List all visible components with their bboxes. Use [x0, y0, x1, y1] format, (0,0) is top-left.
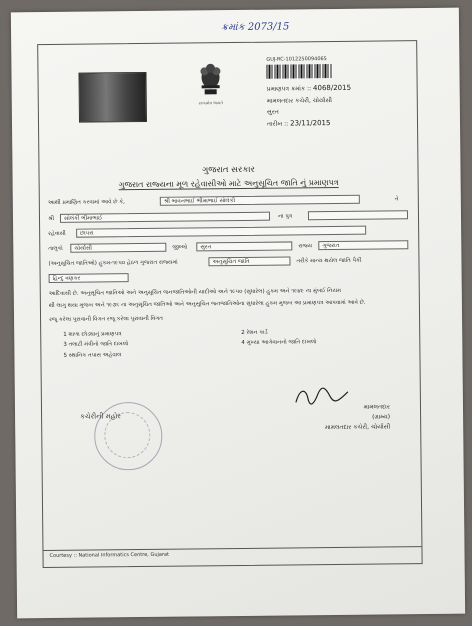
document-item: 4 મુખ્યા આગેવાનનો જાતિ દાખલો: [241, 339, 317, 346]
document-item: 2 રેશન કાર્ડ: [241, 329, 268, 336]
relation: ના પુત્ર: [277, 213, 293, 220]
caste-prefix: (અનુસૂચિત જાતિઓ) હુકમ-૧૯૫૦ હેઠળ ગુજરાત રાજ્યમાં: [48, 259, 178, 267]
office-line: મામલતદાર કચેરી, ચોર્યાસી: [266, 97, 333, 105]
father-name: સોલંકી ભીમાભાઈ: [60, 212, 270, 223]
officer-sub: (ગ્રામ્ય): [372, 413, 391, 421]
emblem-caption: સત્યમેવ જયતે: [198, 100, 224, 106]
document-item: 3 તલાટી મંત્રીનો જાતિ દાખલો: [63, 341, 129, 348]
relation-extra-field: [308, 210, 408, 220]
applicant-name: શ્રી ભાવનભાઈ ભીમાભાઈ સોલંકી: [160, 195, 360, 206]
village-label: રહેવાસી: [48, 230, 66, 237]
officer-title: મામલતદાર: [363, 403, 391, 411]
line1-suffix: તે: [394, 196, 399, 203]
state: ગુજરાત: [318, 240, 408, 250]
header-district: સુરત: [266, 108, 279, 116]
certificate-subtitle: ગુજરાત રાજ્યના મૂળ રહેવાસીઓ માટે અનુસૂચિત જાતિ નું પ્રમાણપત્ર: [118, 177, 339, 190]
footer-divider: [43, 546, 421, 551]
village: છાપરા: [76, 226, 366, 238]
cert-number-label: પ્રમાણપત્ર ક્રમાંક ::: [266, 85, 312, 93]
barcode-number: GUJ-RC-1012250094065: [266, 56, 327, 63]
date-label: તારીખ ::: [266, 120, 289, 128]
cert-number: 4068/2015: [312, 83, 352, 93]
handwritten-note: ક્રમાંક 2073/15: [220, 21, 290, 34]
para-1: આદિવાસી છે. અનુસૂચિત જાતિઓ અને અનુસૂચિત જનજાતિઓની યાદીઓ અને ૧૯૫૦ (સુધારેલ) હુકમ અને ૧૯૪૯ ના મુંબઈ નિયમ: [48, 287, 342, 297]
community: હિન્દુ વણકર: [49, 273, 129, 283]
certificate-frame: [37, 40, 422, 568]
issue-date: 23/11/2015: [290, 119, 331, 128]
seal-text: કચેરીની મહોર: [80, 412, 122, 421]
taluka-label: તાલુકો: [48, 245, 63, 252]
docs-heading: રજૂ કરેલા પુરાવાની વિગત રજૂ કરેલા પુરાવાની વિગત: [49, 315, 163, 323]
document-item: 1 શાળા છોડ્યાનું પ્રમાણપત્ર: [63, 331, 122, 338]
government-title: ગુજરાત સરકાર: [202, 164, 255, 176]
officer-office: મામલતદાર કચેરી, ચોર્યાસી: [324, 423, 391, 432]
district-label: જીલ્લો: [172, 244, 188, 251]
state-emblem-icon: [190, 59, 230, 99]
state-label: રાજ્ય: [298, 243, 313, 250]
cert-number-line: [267, 84, 351, 94]
document-item: 5 સ્થાનિક તપાસ અહેવાલ: [63, 352, 122, 359]
caste-suffix: તરીકે માન્ય થયેલ જાતિ પૈકી: [296, 257, 362, 265]
barcode: [266, 64, 332, 79]
district: સુરત: [196, 241, 292, 251]
caste: અનુસૂચિત જાતિ: [208, 256, 290, 266]
certificate-sheet: [11, 8, 465, 619]
footer-courtesy: Courtesy :: National Informatics Centre, Gujarat: [49, 551, 170, 559]
father-label: શ્રી: [47, 215, 55, 222]
line1-prefix: આથી પ્રમાણિત કરવામાં આવે છે કે,: [47, 199, 125, 206]
applicant-photo: [78, 72, 147, 123]
date-line: [267, 119, 331, 129]
para-2: થી લાગુ થયા મુજબ અને ૧૯૭૬ ના અનુસૂચિત જાતિઓ અને અનુસૂચિત જનજાતિઓના સુધારેલા હુકમ મુજબ આ પ્રમાણપત્ર આપવામાં આવે છે.: [48, 299, 366, 309]
taluka: ચોર્યાસી: [70, 243, 166, 253]
